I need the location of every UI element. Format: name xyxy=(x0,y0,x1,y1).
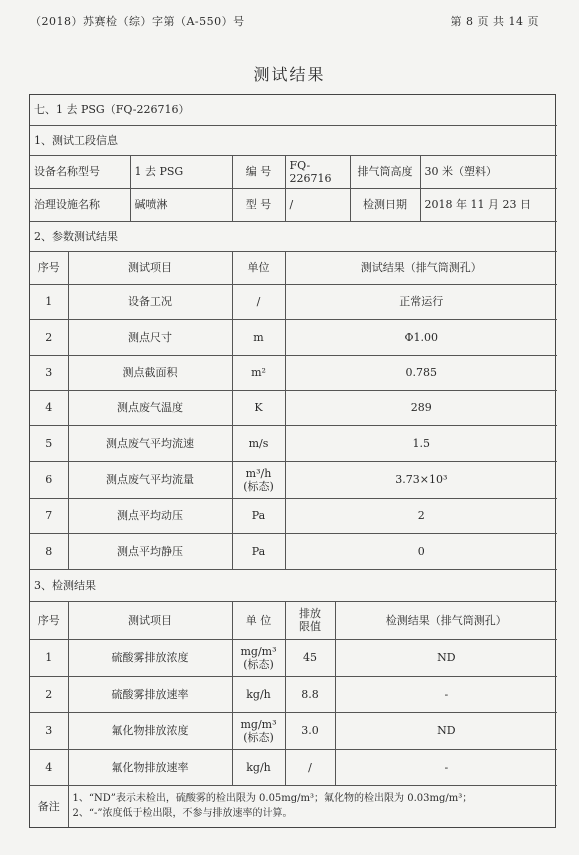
page-title: 测试结果 xyxy=(253,65,326,84)
params-heading: 2、参数测试结果 xyxy=(30,221,557,251)
unit-qualifier: (标态) xyxy=(243,730,274,744)
page-indicator: 第 8 页 共 14 页 xyxy=(450,15,539,28)
value-stack-height: 30 米（塑料） xyxy=(420,155,557,188)
cell-result: - xyxy=(335,676,557,712)
cell-no: 3 xyxy=(30,712,68,749)
cell-no: 6 xyxy=(30,461,68,498)
cell-item: 氟化物排放速率 xyxy=(68,749,232,785)
label-device-model: 设备名称型号 xyxy=(30,155,130,188)
unit-qualifier: (标态) xyxy=(243,657,274,671)
label-serial: 编 号 xyxy=(232,155,285,188)
cell-unit: m/s xyxy=(232,425,285,461)
notes-label: 备注 xyxy=(30,785,68,827)
cell-result: 0.785 xyxy=(285,355,557,390)
cell-item: 设备工况 xyxy=(68,284,232,319)
cell-result: 2 xyxy=(285,498,557,533)
cell-result: 1.5 xyxy=(285,425,557,461)
notes-row xyxy=(30,785,557,827)
col-unit: 单 位 xyxy=(232,601,285,639)
notes-text xyxy=(68,785,557,827)
params-heading-row xyxy=(30,221,557,251)
unit-line: m³/h xyxy=(245,466,272,480)
cell-unit: K xyxy=(232,390,285,425)
cell-no: 1 xyxy=(30,284,68,319)
col-limit xyxy=(285,601,335,639)
cell-limit: 45 xyxy=(285,639,335,676)
info-heading-row xyxy=(30,125,557,155)
report-number: （2018）苏赛检（综）字第（A-550）号 xyxy=(30,15,245,28)
unit-line: mg/m³ xyxy=(240,717,277,731)
label-model: 型 号 xyxy=(232,188,285,221)
results-header-row xyxy=(30,601,557,639)
cell-limit: 8.8 xyxy=(285,676,335,712)
info-row-1 xyxy=(30,155,557,188)
cell-limit: / xyxy=(285,749,335,785)
results-heading-row xyxy=(30,569,557,601)
table-row xyxy=(30,749,557,785)
col-unit: 单位 xyxy=(232,251,285,284)
cell-unit xyxy=(232,639,285,676)
cell-item: 测点废气平均流量 xyxy=(68,461,232,498)
col-result: 检测结果（排气筒测孔） xyxy=(335,601,557,639)
cell-no: 2 xyxy=(30,319,68,355)
cell-unit: kg/h xyxy=(232,676,285,712)
info-row-2 xyxy=(30,188,557,221)
limit-line-1: 排放 xyxy=(299,607,321,620)
cell-item: 测点尺寸 xyxy=(68,319,232,355)
cell-unit: kg/h xyxy=(232,749,285,785)
cell-no: 5 xyxy=(30,425,68,461)
cell-item: 测点废气平均流速 xyxy=(68,425,232,461)
value-model: / xyxy=(285,188,350,221)
cell-no: 1 xyxy=(30,639,68,676)
cell-item: 硫酸雾排放速率 xyxy=(68,676,232,712)
table-row xyxy=(30,284,557,319)
cell-no: 4 xyxy=(30,749,68,785)
cell-unit: m xyxy=(232,319,285,355)
cell-unit xyxy=(232,712,285,749)
label-facility-name: 治理设施名称 xyxy=(30,188,130,221)
col-no: 序号 xyxy=(30,251,68,284)
table-row xyxy=(30,639,557,676)
col-item: 测试项目 xyxy=(68,601,232,639)
results-heading: 3、检测结果 xyxy=(30,569,557,601)
cell-result: ND xyxy=(335,639,557,676)
cell-result: ND xyxy=(335,712,557,749)
cell-item: 测点平均动压 xyxy=(68,498,232,533)
cell-result: 289 xyxy=(285,390,557,425)
cell-unit: m² xyxy=(232,355,285,390)
value-serial: FQ-226716 xyxy=(285,155,350,188)
cell-result: Φ1.00 xyxy=(285,319,557,355)
cell-item: 测点废气温度 xyxy=(68,390,232,425)
cell-item: 测点截面积 xyxy=(68,355,232,390)
table-row xyxy=(30,676,557,712)
col-no: 序号 xyxy=(30,601,68,639)
cell-result: 0 xyxy=(285,533,557,569)
cell-unit: Pa xyxy=(232,533,285,569)
limit-line-2: 限值 xyxy=(299,620,321,633)
cell-no: 7 xyxy=(30,498,68,533)
cell-item: 硫酸雾排放浓度 xyxy=(68,639,232,676)
cell-result: 3.73×10³ xyxy=(285,461,557,498)
section-title: 七、1 去 PSG（FQ-226716） xyxy=(30,95,557,125)
cell-item: 氟化物排放浓度 xyxy=(68,712,232,749)
unit-line: mg/m³ xyxy=(240,644,277,658)
params-header-row xyxy=(30,251,557,284)
col-result: 测试结果（排气筒测孔） xyxy=(285,251,557,284)
table-row xyxy=(30,390,557,425)
cell-no: 2 xyxy=(30,676,68,712)
note-line-1: 1、“ND”表示未检出，硫酸雾的检出限为 0.05mg/m³；氟化物的检出限为 0.03mg/m³； xyxy=(72,793,473,805)
cell-item: 测点平均静压 xyxy=(68,533,232,569)
cell-no: 4 xyxy=(30,390,68,425)
value-device-model: 1 去 PSG xyxy=(130,155,232,188)
note-line-2: 2、“-”浓度低于检出限，不参与排放速率的计算。 xyxy=(72,808,293,820)
info-heading: 1、测试工段信息 xyxy=(30,125,557,155)
table-row xyxy=(30,461,557,498)
result-table xyxy=(30,95,557,827)
value-test-date: 2018 年 11 月 23 日 xyxy=(420,188,557,221)
value-facility-name: 碱喷淋 xyxy=(130,188,232,221)
cell-result: - xyxy=(335,749,557,785)
label-test-date: 检测日期 xyxy=(350,188,420,221)
table-row xyxy=(30,355,557,390)
cell-limit: 3.0 xyxy=(285,712,335,749)
cell-unit: Pa xyxy=(232,498,285,533)
cell-unit xyxy=(232,461,285,498)
cell-no: 8 xyxy=(30,533,68,569)
unit-qualifier: (标态) xyxy=(243,479,274,493)
label-stack-height: 排气筒高度 xyxy=(350,155,420,188)
section-heading xyxy=(30,95,557,125)
cell-result: 正常运行 xyxy=(285,284,557,319)
table-row xyxy=(30,425,557,461)
cell-unit: / xyxy=(232,284,285,319)
cell-no: 3 xyxy=(30,355,68,390)
table-row xyxy=(30,498,557,533)
result-document xyxy=(29,94,556,828)
table-row xyxy=(30,319,557,355)
col-item: 测试项目 xyxy=(68,251,232,284)
table-row xyxy=(30,712,557,749)
table-row xyxy=(30,533,557,569)
